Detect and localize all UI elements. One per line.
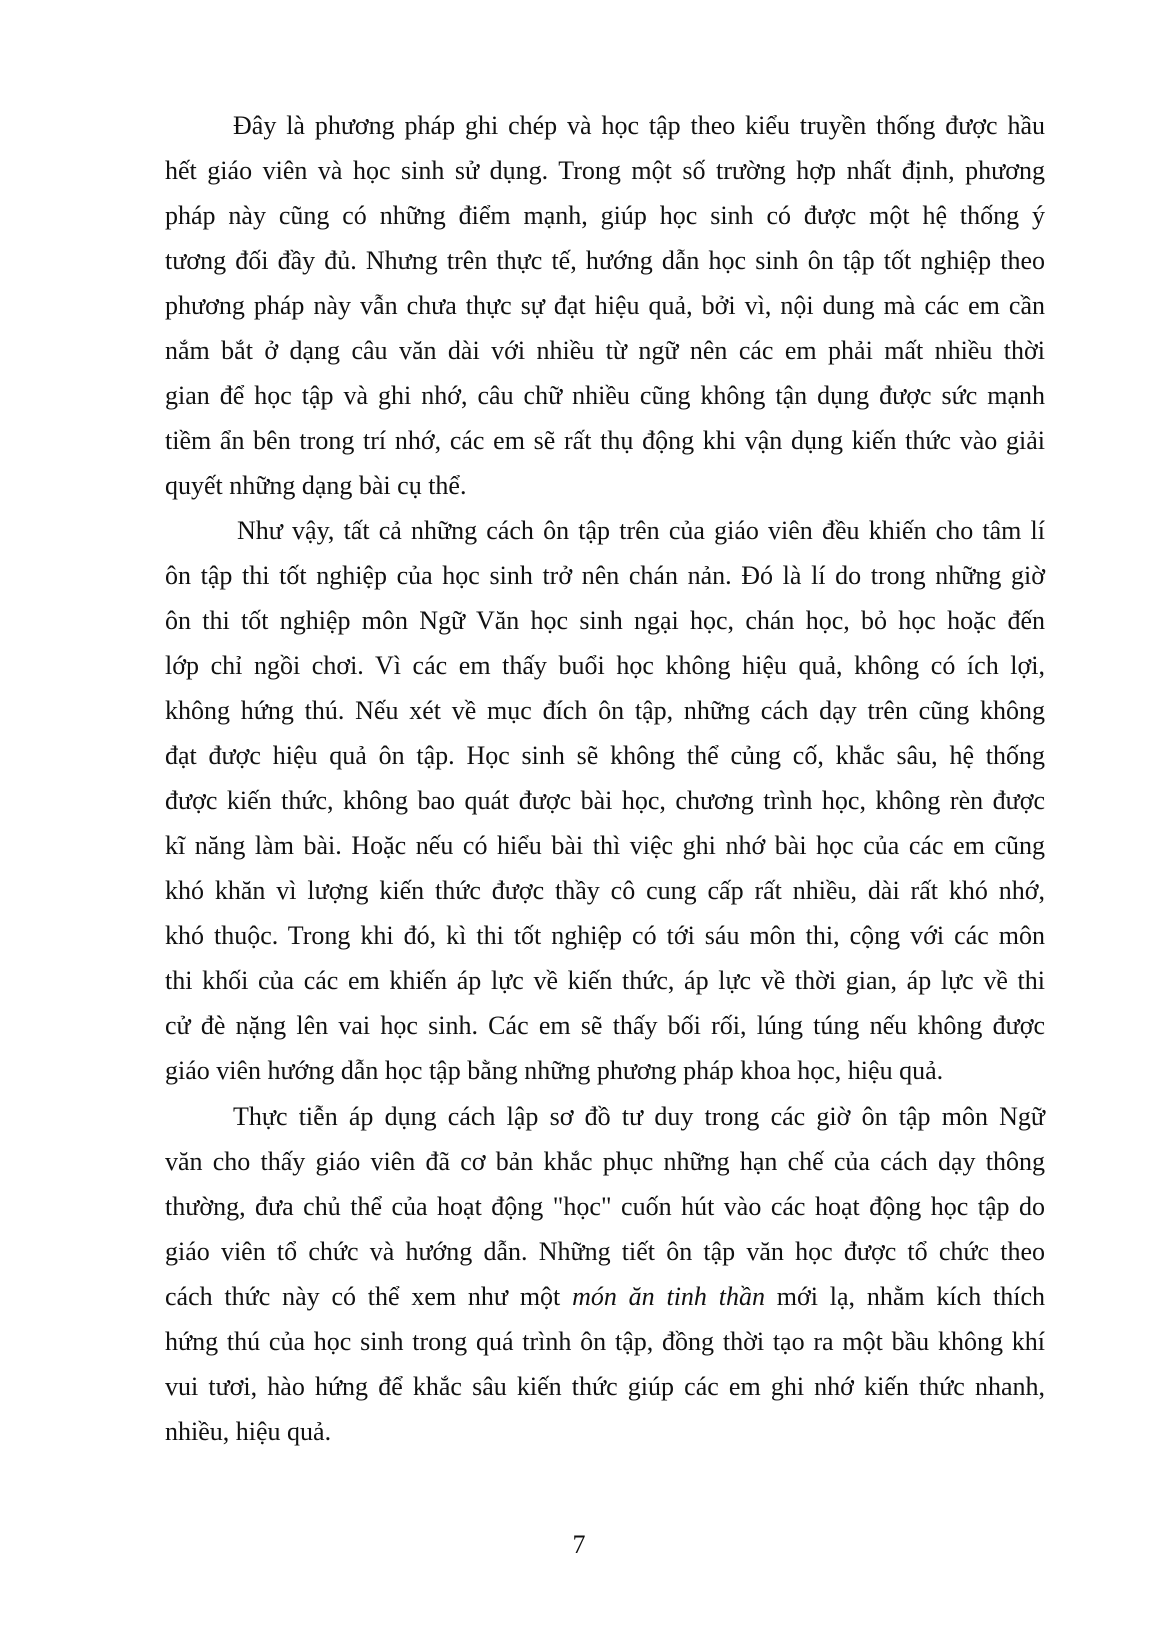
text-line: giáo viên hướng dẫn học tập bằng những phương pháp khoa học, hiệu quả. [165,1056,944,1085]
text-line: cử đè nặng lên vai học sinh. Các em sẽ thấy bối rối, lúng túng nếu không được [165,1011,1045,1040]
text-line: lớp chỉ ngồi chơi. Vì các em thấy buổi học không hiệu quả, không có ích lợi, [165,651,1045,680]
text-line: giáo viên tổ chức và hướng dẫn. Những tiết ôn tập văn học được tổ chức theo [165,1237,1045,1266]
text-line: pháp này cũng có những điểm mạnh, giúp học sinh có được một hệ thống ý [165,201,1045,230]
text-line: Thực tiễn áp dụng cách lập sơ đồ tư duy trong các giờ ôn tập môn Ngữ [233,1102,1045,1131]
text-line: thường, đưa chủ thể của hoạt động "học" cuốn hút vào các hoạt động học tập do [165,1192,1045,1221]
text-line: không hứng thú. Nếu xét về mục đích ôn tập, những cách dạy trên cũng không [165,696,1045,725]
text-line: quyết những dạng bài cụ thể. [165,471,467,500]
text-line: thi khối của các em khiến áp lực về kiến thức, áp lực về thời gian, áp lực về thi [165,966,1045,995]
page-number: 7 [572,1530,586,1559]
text-line: Đây là phương pháp ghi chép và học tập theo kiểu truyền thống được hầu [233,111,1045,140]
text-line: nắm bắt ở dạng câu văn dài với nhiều từ ngữ nên các em phải mất nhiều thời [165,336,1045,365]
text-line-with-italic [165,1279,1045,1315]
text-line: tương đối đầy đủ. Nhưng trên thực tế, hướng dẫn học sinh ôn tập tốt nghiệp theo [165,246,1045,275]
text-segment: mới lạ, nhằm kích thích [764,1282,1045,1311]
text-line: được kiến thức, không bao quát được bài học, chương trình học, không rèn được [165,786,1045,815]
text-line: tiềm ẩn bên trong trí nhớ, các em sẽ rất thụ động khi vận dụng kiến thức vào giải [165,426,1045,455]
italic-phrase: món ăn tinh thần [572,1282,765,1311]
text-line: khó khăn vì lượng kiến thức được thầy cô cung cấp rất nhiều, dài rất khó nhớ, [165,876,1045,905]
text-line: phương pháp này vẫn chưa thực sự đạt hiệu quả, bởi vì, nội dung mà các em cần [165,291,1045,320]
text-line: nhiều, hiệu quả. [165,1417,332,1446]
text-line: kĩ năng làm bài. Hoặc nếu có hiểu bài thì việc ghi nhớ bài học của các em cũng [165,831,1045,860]
text-line: ôn tập thi tốt nghiệp của học sinh trở nên chán nản. Đó là lí do trong những giờ [165,561,1045,590]
text-line: khó thuộc. Trong khi đó, kì thi tốt nghiệp có tới sáu môn thi, cộng với các môn [165,921,1045,950]
text-line: vui tươi, hào hứng để khắc sâu kiến thức giúp các em ghi nhớ kiến thức nhanh, [165,1372,1045,1401]
text-line: văn cho thấy giáo viên đã cơ bản khắc phục những hạn chế của cách dạy thông [165,1147,1045,1176]
text-segment: cách thức này có thể xem như một [165,1282,573,1311]
text-line: đạt được hiệu quả ôn tập. Học sinh sẽ không thể củng cố, khắc sâu, hệ thống [165,741,1045,770]
text-line: gian để học tập và ghi nhớ, câu chữ nhiều cũng không tận dụng được sức mạnh [165,381,1045,410]
text-line: hết giáo viên và học sinh sử dụng. Trong một số trường hợp nhất định, phương [165,156,1045,185]
text-line: ôn thi tốt nghiệp môn Ngữ Văn học sinh ngại học, chán học, bỏ học hoặc đến [165,606,1045,635]
text-line: Như vậy, tất cả những cách ôn tập trên của giáo viên đều khiến cho tâm lí [237,516,1045,545]
text-line: hứng thú của học sinh trong quá trình ôn tập, đồng thời tạo ra một bầu không khí [165,1327,1045,1356]
